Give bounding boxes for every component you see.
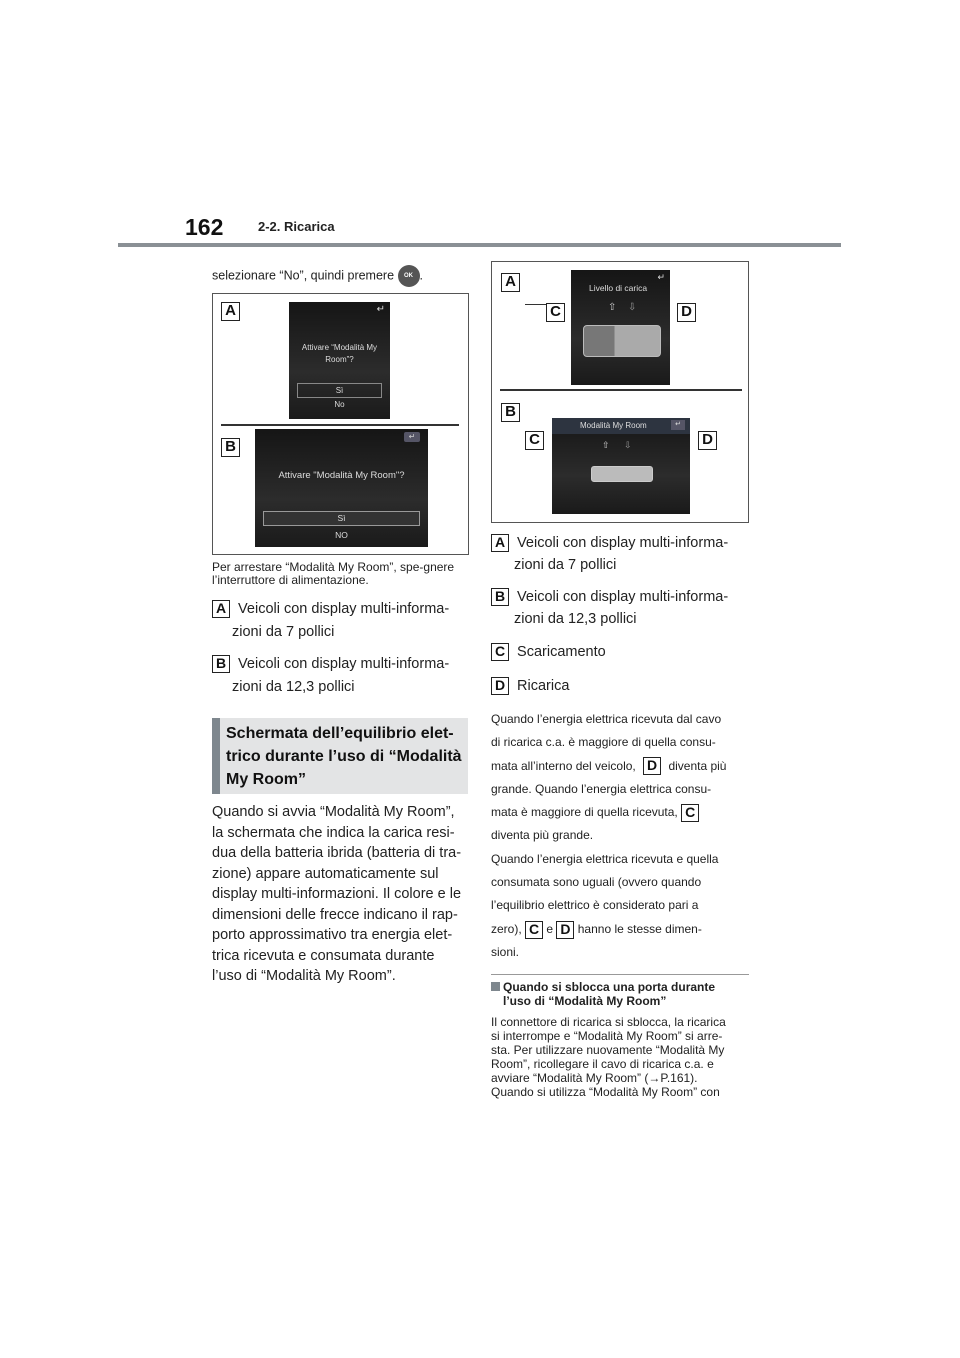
battery-icon xyxy=(583,325,661,357)
body-line: zione) appare automaticamente sul xyxy=(212,865,439,882)
intro-after: . xyxy=(419,268,423,283)
pointer-line xyxy=(525,304,546,305)
charge-screen-12inch xyxy=(552,418,690,514)
fig1-divider xyxy=(221,424,459,426)
legend-right-b xyxy=(491,588,728,606)
para-line: diventa più grande. xyxy=(491,828,594,843)
para-line: sioni. xyxy=(491,944,520,959)
body-line: trica ricevuta e consumata durante xyxy=(212,947,435,964)
para-text: diventa più xyxy=(668,758,727,773)
charge-arrow-icon: ⇩ xyxy=(624,440,632,450)
note-line: Quando si utilizza “Modalità My Room” con xyxy=(491,1085,720,1099)
fig2-label-c-a: C xyxy=(546,303,565,322)
para-text: zero), xyxy=(491,921,522,936)
body-line: dua della batteria ibrida (batteria di tra- xyxy=(212,845,462,861)
fig1-label-a: A xyxy=(221,302,240,321)
para-text: mata è maggiore di quella ricevuta, xyxy=(491,805,678,820)
screen-a-yes: Sì xyxy=(297,383,382,398)
screen-b-title: Modalità My Room xyxy=(580,421,647,430)
para-line: l’equilibrio elettrico è considerato pari a xyxy=(491,898,699,913)
legend-tag: A xyxy=(491,534,509,552)
note-line: avviare “Modalità My Room” (→P.161). xyxy=(491,1071,698,1085)
inline-tag-c: C xyxy=(681,804,699,822)
figure-1 xyxy=(212,293,469,555)
legend-text: Ricarica xyxy=(517,677,570,694)
para-text: hanno le stesse dimen- xyxy=(577,921,702,936)
para-line xyxy=(491,918,753,941)
fig2-divider xyxy=(500,389,742,391)
legend-tag: A xyxy=(212,600,230,618)
para-line: Quando l’energia elettrica ricevuta dal cavo xyxy=(491,712,722,726)
fig1-label-b: B xyxy=(221,438,240,457)
discharge-arrow-icon: ⇧ xyxy=(608,302,617,313)
screen-b-yes: Sì xyxy=(263,511,420,526)
legend-text: Scaricamento xyxy=(517,643,606,660)
header-rule xyxy=(118,243,841,247)
inline-tag-d: D xyxy=(556,921,574,939)
discharge-arrow-icon: ⇧ xyxy=(602,440,610,450)
charge-arrow-icon: ⇩ xyxy=(628,302,637,313)
screen-b-prompt: Attivare "Modalità My Room"? xyxy=(278,470,405,481)
screen-a-prompt: Attivare “Modalità My Room”? xyxy=(301,343,378,364)
note-line: Room”, ricollegare il cavo di ricarica c.a. e xyxy=(491,1057,714,1071)
inline-tag-d: D xyxy=(643,757,661,775)
legend-left-a-2: zioni da 7 pollici xyxy=(232,624,335,640)
fig2-label-b: B xyxy=(501,403,520,422)
ok-button-icon: OK xyxy=(398,265,420,287)
legend-left-a xyxy=(212,600,449,618)
legend-right-a-2: zioni da 7 pollici xyxy=(514,557,617,573)
para-line: di ricarica c.a. è maggiore di quella consu- xyxy=(491,735,716,750)
legend-right-d xyxy=(491,677,569,695)
legend-right-b-2: zioni da 12,3 pollici xyxy=(514,611,637,627)
legend-left-b xyxy=(212,655,449,673)
legend-text: Veicoli con display multi-informa- xyxy=(517,588,729,605)
legend-tag: B xyxy=(212,655,230,673)
legend-right-a xyxy=(491,534,728,552)
legend-text: Veicoli con display multi-informa- xyxy=(238,600,450,617)
screen-12inch xyxy=(255,429,428,547)
legend-tag: B xyxy=(491,588,509,606)
back-icon: ↵ xyxy=(376,304,385,315)
intro-text: selezionare “No”, quindi premere xyxy=(212,268,395,283)
heading-bar xyxy=(212,718,220,794)
screen-a-title: Livello di carica xyxy=(589,283,648,293)
note-line: si interrompe e “Modalità My Room” si arre- xyxy=(491,1029,723,1043)
fig2-label-d-a: D xyxy=(677,303,696,322)
body-line: dimensioni delle frecce indicano il rap- xyxy=(212,906,458,923)
body-line: porto approssimativo tra energia elet- xyxy=(212,927,453,943)
charge-screen-7inch xyxy=(571,270,670,385)
paragraph-right xyxy=(491,708,753,964)
back-icon: ↵ xyxy=(404,432,420,442)
screen-7inch xyxy=(289,302,390,419)
para-text: e xyxy=(546,921,554,936)
legend-text: Veicoli con display multi-informa- xyxy=(517,534,729,551)
screen-b-no: NO xyxy=(335,530,348,540)
inline-tag-c: C xyxy=(525,921,543,939)
para-line xyxy=(491,755,753,778)
heading-text: Schermata dell’equilibrio elet-trico durante l’uso di “Modalità My Room” xyxy=(226,725,462,788)
body-line: Quando si avvia “Modalità My Room”, xyxy=(212,804,455,820)
note-title xyxy=(491,981,753,1008)
body-line: la schermata che indica la carica resi- xyxy=(212,824,455,841)
note-title-1: Quando si sblocca una porta durante xyxy=(503,980,716,994)
screen-a-no: No xyxy=(334,400,345,409)
note-separator xyxy=(491,974,749,975)
legend-left-b-2: zioni da 12,3 pollici xyxy=(232,679,355,695)
bullet-square-icon xyxy=(491,982,500,991)
back-icon: ↵ xyxy=(657,272,665,282)
back-icon: ↵ xyxy=(671,420,685,430)
para-line: consumata sono uguali (ovvero quando xyxy=(491,875,702,890)
legend-right-c xyxy=(491,643,606,661)
fig2-label-a: A xyxy=(501,273,520,292)
section-heading xyxy=(212,718,468,794)
body-line: display multi-informazioni. Il colore e le xyxy=(212,886,462,902)
note-body xyxy=(491,1015,753,1099)
body-left xyxy=(212,802,474,987)
intro-line xyxy=(212,265,423,287)
legend-tag: C xyxy=(491,643,509,661)
page-number: 162 xyxy=(185,214,224,240)
body-line: l’uso di “Modalità My Room”. xyxy=(212,968,396,984)
section-title: 2-2. Ricarica xyxy=(258,219,335,234)
note-line: Il connettore di ricarica si sblocca, la ricarica xyxy=(491,1015,726,1029)
caption-1: Per arrestare “Modalità My Room”, spe-gnere l’interruttore di alimentazione. xyxy=(212,560,455,587)
legend-text: Veicoli con display multi-informa- xyxy=(238,655,450,672)
para-line: grande. Quando l’energia elettrica consu- xyxy=(491,781,712,796)
fig2-label-c-b: C xyxy=(525,431,544,450)
note-line: sta. Per utilizzare nuovamente “Modalità My xyxy=(491,1043,725,1057)
figure-2 xyxy=(491,261,749,523)
fig2-label-d-b: D xyxy=(698,431,717,450)
para-text: mata all’interno del veicolo, xyxy=(491,758,636,773)
para-line xyxy=(491,801,753,824)
legend-tag: D xyxy=(491,677,509,695)
note-title-2: l’uso di “Modalità My Room” xyxy=(503,993,667,1008)
battery-icon xyxy=(591,466,653,482)
para-line: Quando l’energia elettrica ricevuta e quella xyxy=(491,851,719,866)
